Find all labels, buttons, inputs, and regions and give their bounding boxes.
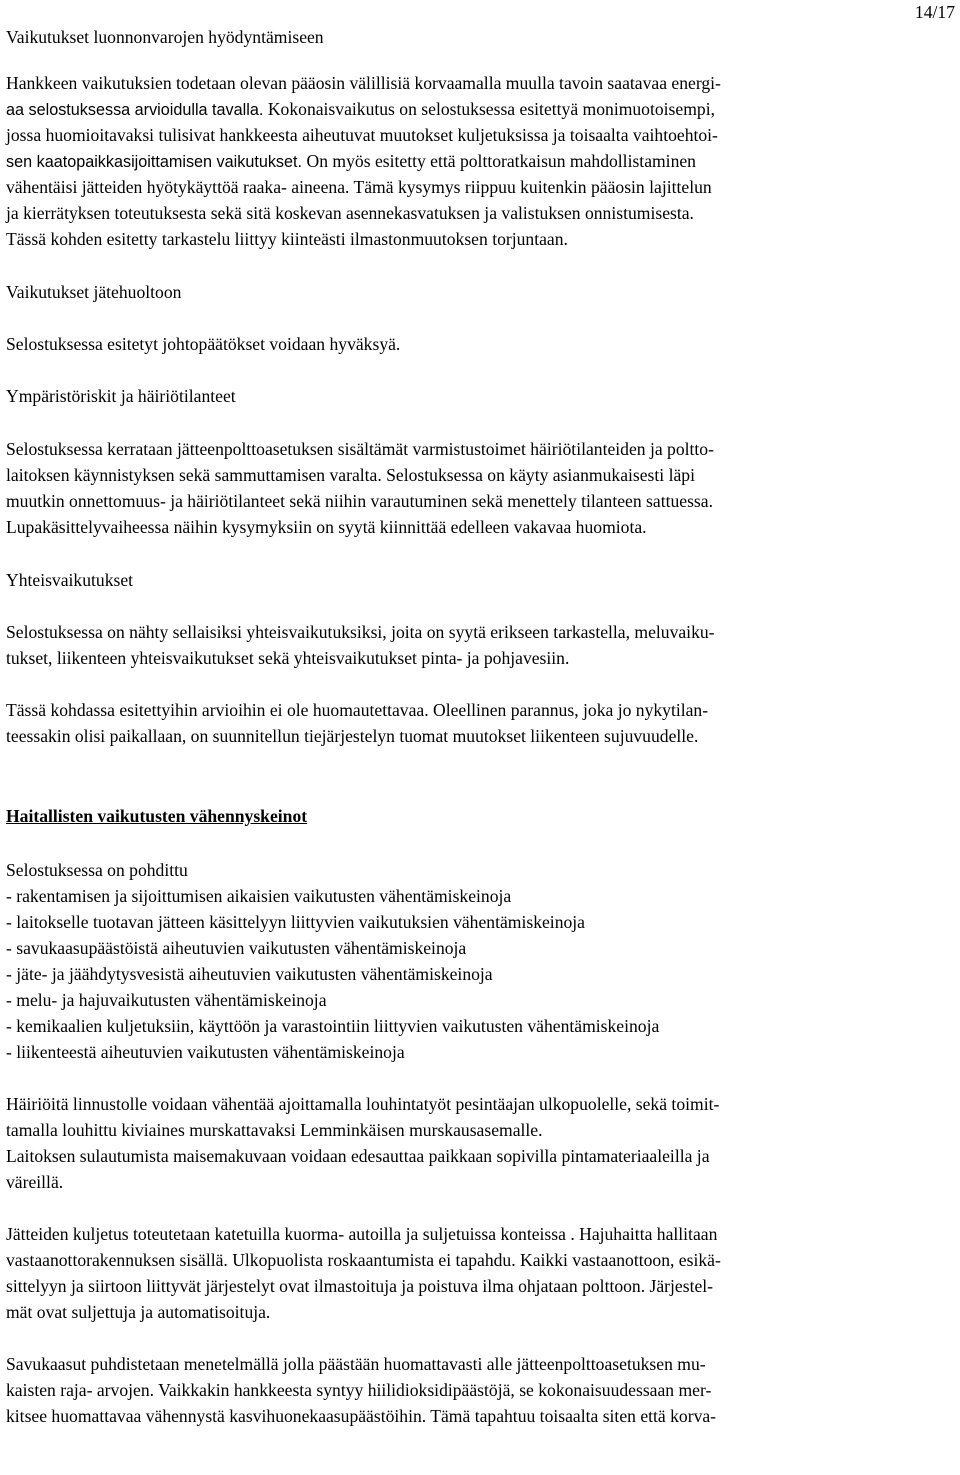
paragraph-line: kaisten raja- arvojen. Vaikkakin hankkeesta syntyy hiilidioksidipäästöjä, se kokonaisuudessaan mer- bbox=[6, 1380, 712, 1400]
list-item: - laitokselle tuotavan jätteen käsittelyyn liittyvien vaikutuksien vähentämiskeinoja bbox=[6, 912, 585, 932]
paragraph-line: sittelyyn ja siirtoon liittyvät järjestelyt ovat ilmastoituja ja poistuva ilma ohjataan polttoon. Järjestel- bbox=[6, 1276, 714, 1296]
serif-run: ja kierrätyksen toteutuksesta sekä sitä koskevan asennekasvatuksen ja valistuksen onnistumisesta. bbox=[6, 203, 694, 223]
paragraph-line: Häiriöitä linnustolle voidaan vähentää ajoittamalla louhintatyöt pesintäajan ulkopuolelle, sekä toimit- bbox=[6, 1094, 720, 1114]
paragraph-line: laitoksen käynnistyksen sekä sammuttamisen varalta. Selostuksessa on käyty asianmukaisesti läpi bbox=[6, 465, 695, 485]
paragraph-line bbox=[6, 148, 696, 175]
paragraph-line: väreillä. bbox=[6, 1172, 64, 1192]
serif-run: Tässä kohden esitetty tarkastelu liittyy kiinteästi ilmastonmuutoksen torjuntaan. bbox=[6, 229, 568, 249]
paragraph-line: Selostuksessa esitetyt johtopäätökset voidaan hyväksyä. bbox=[6, 334, 401, 354]
paragraph-line: teessakin olisi paikallaan, on suunnitellun tiejärjestelyn tuomat muutokset liikenteen sujuvuudelle. bbox=[6, 726, 699, 746]
serif-run: Hankkeen vaikutuksien todetaan olevan pääosin välillisiä korvaamalla muulla tavoin saatavaa energi- bbox=[6, 73, 721, 93]
paragraph-line: vastaanottorakennuksen sisällä. Ulkopuolista roskaantumista ei tapahdu. Kaikki vastaanottoon, esikä- bbox=[6, 1250, 721, 1270]
paragraph-line bbox=[6, 226, 568, 252]
serif-run: vähentäisi jätteiden hyötykäyttöä raaka- aineena. bbox=[6, 177, 354, 197]
paragraph-line: Tässä kohdassa esitettyihin arvioihin ei ole huomautettavaa. Oleellinen parannus, joka jo nykytilan- bbox=[6, 700, 709, 720]
list-item: - savukaasupäästöistä aiheutuvien vaikutusten vähentämiskeinoja bbox=[6, 938, 467, 958]
page-number: 14/17 bbox=[914, 2, 955, 22]
serif-run: On myös esitetty että polttoratkaisun mahdollistaminen bbox=[306, 151, 696, 171]
paragraph-line bbox=[6, 70, 721, 97]
paragraph-line: kitsee huomattavaa vähennystä kasvihuonekaasupäästöihin. Tämä tapahtuu toisaalta siten että korva- bbox=[6, 1406, 717, 1426]
paragraph-line bbox=[6, 174, 712, 200]
paragraph-line: Lupakäsittelyvaiheessa näihin kysymyksiin on syytä kiinnittää edelleen vakavaa huomiota. bbox=[6, 517, 647, 537]
section-heading-joint-effects: Yhteisvaikutukset bbox=[6, 570, 134, 590]
sans-run: aa selostuksessa arvioidulla tavalla. bbox=[6, 101, 268, 119]
paragraph-line: muutkin onnettomuus- ja häiriötilanteet sekä niihin varautuminen sekä menettely tilanteen sattuessa. bbox=[6, 491, 713, 511]
sans-run: sen kaatopaikkasijoittamisen vaikutukset. bbox=[6, 153, 307, 171]
list-item: - rakentamisen ja sijoittumisen aikaisien vaikutusten vähentämiskeinoja bbox=[6, 886, 512, 906]
paragraph-line bbox=[6, 122, 718, 148]
paragraph-line bbox=[6, 96, 715, 123]
section-heading-waste: Vaikutukset jätehuoltoon bbox=[6, 282, 182, 302]
paragraph-line: mät ovat suljettuja ja automatisoituja. bbox=[6, 1302, 271, 1322]
paragraph-line: Laitoksen sulautumista maisemakuvaan voidaan edesauttaa paikkaan sopivilla pintamateriaaleilla ja bbox=[6, 1146, 710, 1166]
paragraph-line: Savukaasut puhdistetaan menetelmällä jolla päästään huomattavasti alle jätteenpolttoasetuksen mu- bbox=[6, 1354, 706, 1374]
list-item: - kemikaalien kuljetuksiin, käyttöön ja varastointiin liittyvien vaikutusten vähentämiskeinoja bbox=[6, 1016, 660, 1036]
paragraph-line: tukset, liikenteen yhteisvaikutukset sekä yhteisvaikutukset pinta- ja pohjavesiin. bbox=[6, 648, 570, 668]
paragraph-line bbox=[6, 200, 694, 226]
section-heading-mitigation: Haitallisten vaikutusten vähennyskeinot bbox=[6, 806, 308, 826]
section-heading-natural-resources: Vaikutukset luonnonvarojen hyödyntämiseen bbox=[6, 27, 324, 47]
paragraph-line: tamalla louhittu kiviaines murskattavaksi Lemminkäisen murskausasemalle. bbox=[6, 1120, 543, 1140]
serif-run: jossa huomioitavaksi tulisivat hankkeesta aiheutuvat muutokset kuljetuksissa ja toisaalta vaihtoehtoi- bbox=[6, 125, 718, 145]
paragraph-line: Selostuksessa kerrataan jätteenpolttoasetuksen sisältämät varmistustoimet häiriötilanteiden ja poltto- bbox=[6, 439, 714, 459]
paragraph-line: Selostuksessa on nähty sellaisiksi yhteisvaikutuksiksi, joita on syytä erikseen tarkastella, meluvaiku- bbox=[6, 622, 715, 642]
list-item: - melu- ja hajuvaikutusten vähentämiskeinoja bbox=[6, 990, 327, 1010]
paragraph-line: Selostuksessa on pohdittu bbox=[6, 860, 188, 880]
list-item: - liikenteestä aiheutuvien vaikutusten vähentämiskeinoja bbox=[6, 1042, 405, 1062]
serif-run: Kokonaisvaikutus on selostuksessa esitettyä monimuotoisempi, bbox=[267, 99, 715, 119]
section-heading-risks: Ympäristöriskit ja häiriötilanteet bbox=[6, 386, 236, 406]
paragraph-line: Jätteiden kuljetus toteutetaan katetuilla kuorma- autoilla ja suljetuissa konteissa . Hajuhaitta hallitaan bbox=[6, 1224, 718, 1244]
list-item: - jäte- ja jäähdytysvesistä aiheutuvien vaikutusten vähentämiskeinoja bbox=[6, 964, 493, 984]
serif-run: Tämä kysymys riippuu kuitenkin pääosin lajittelun bbox=[353, 177, 712, 197]
